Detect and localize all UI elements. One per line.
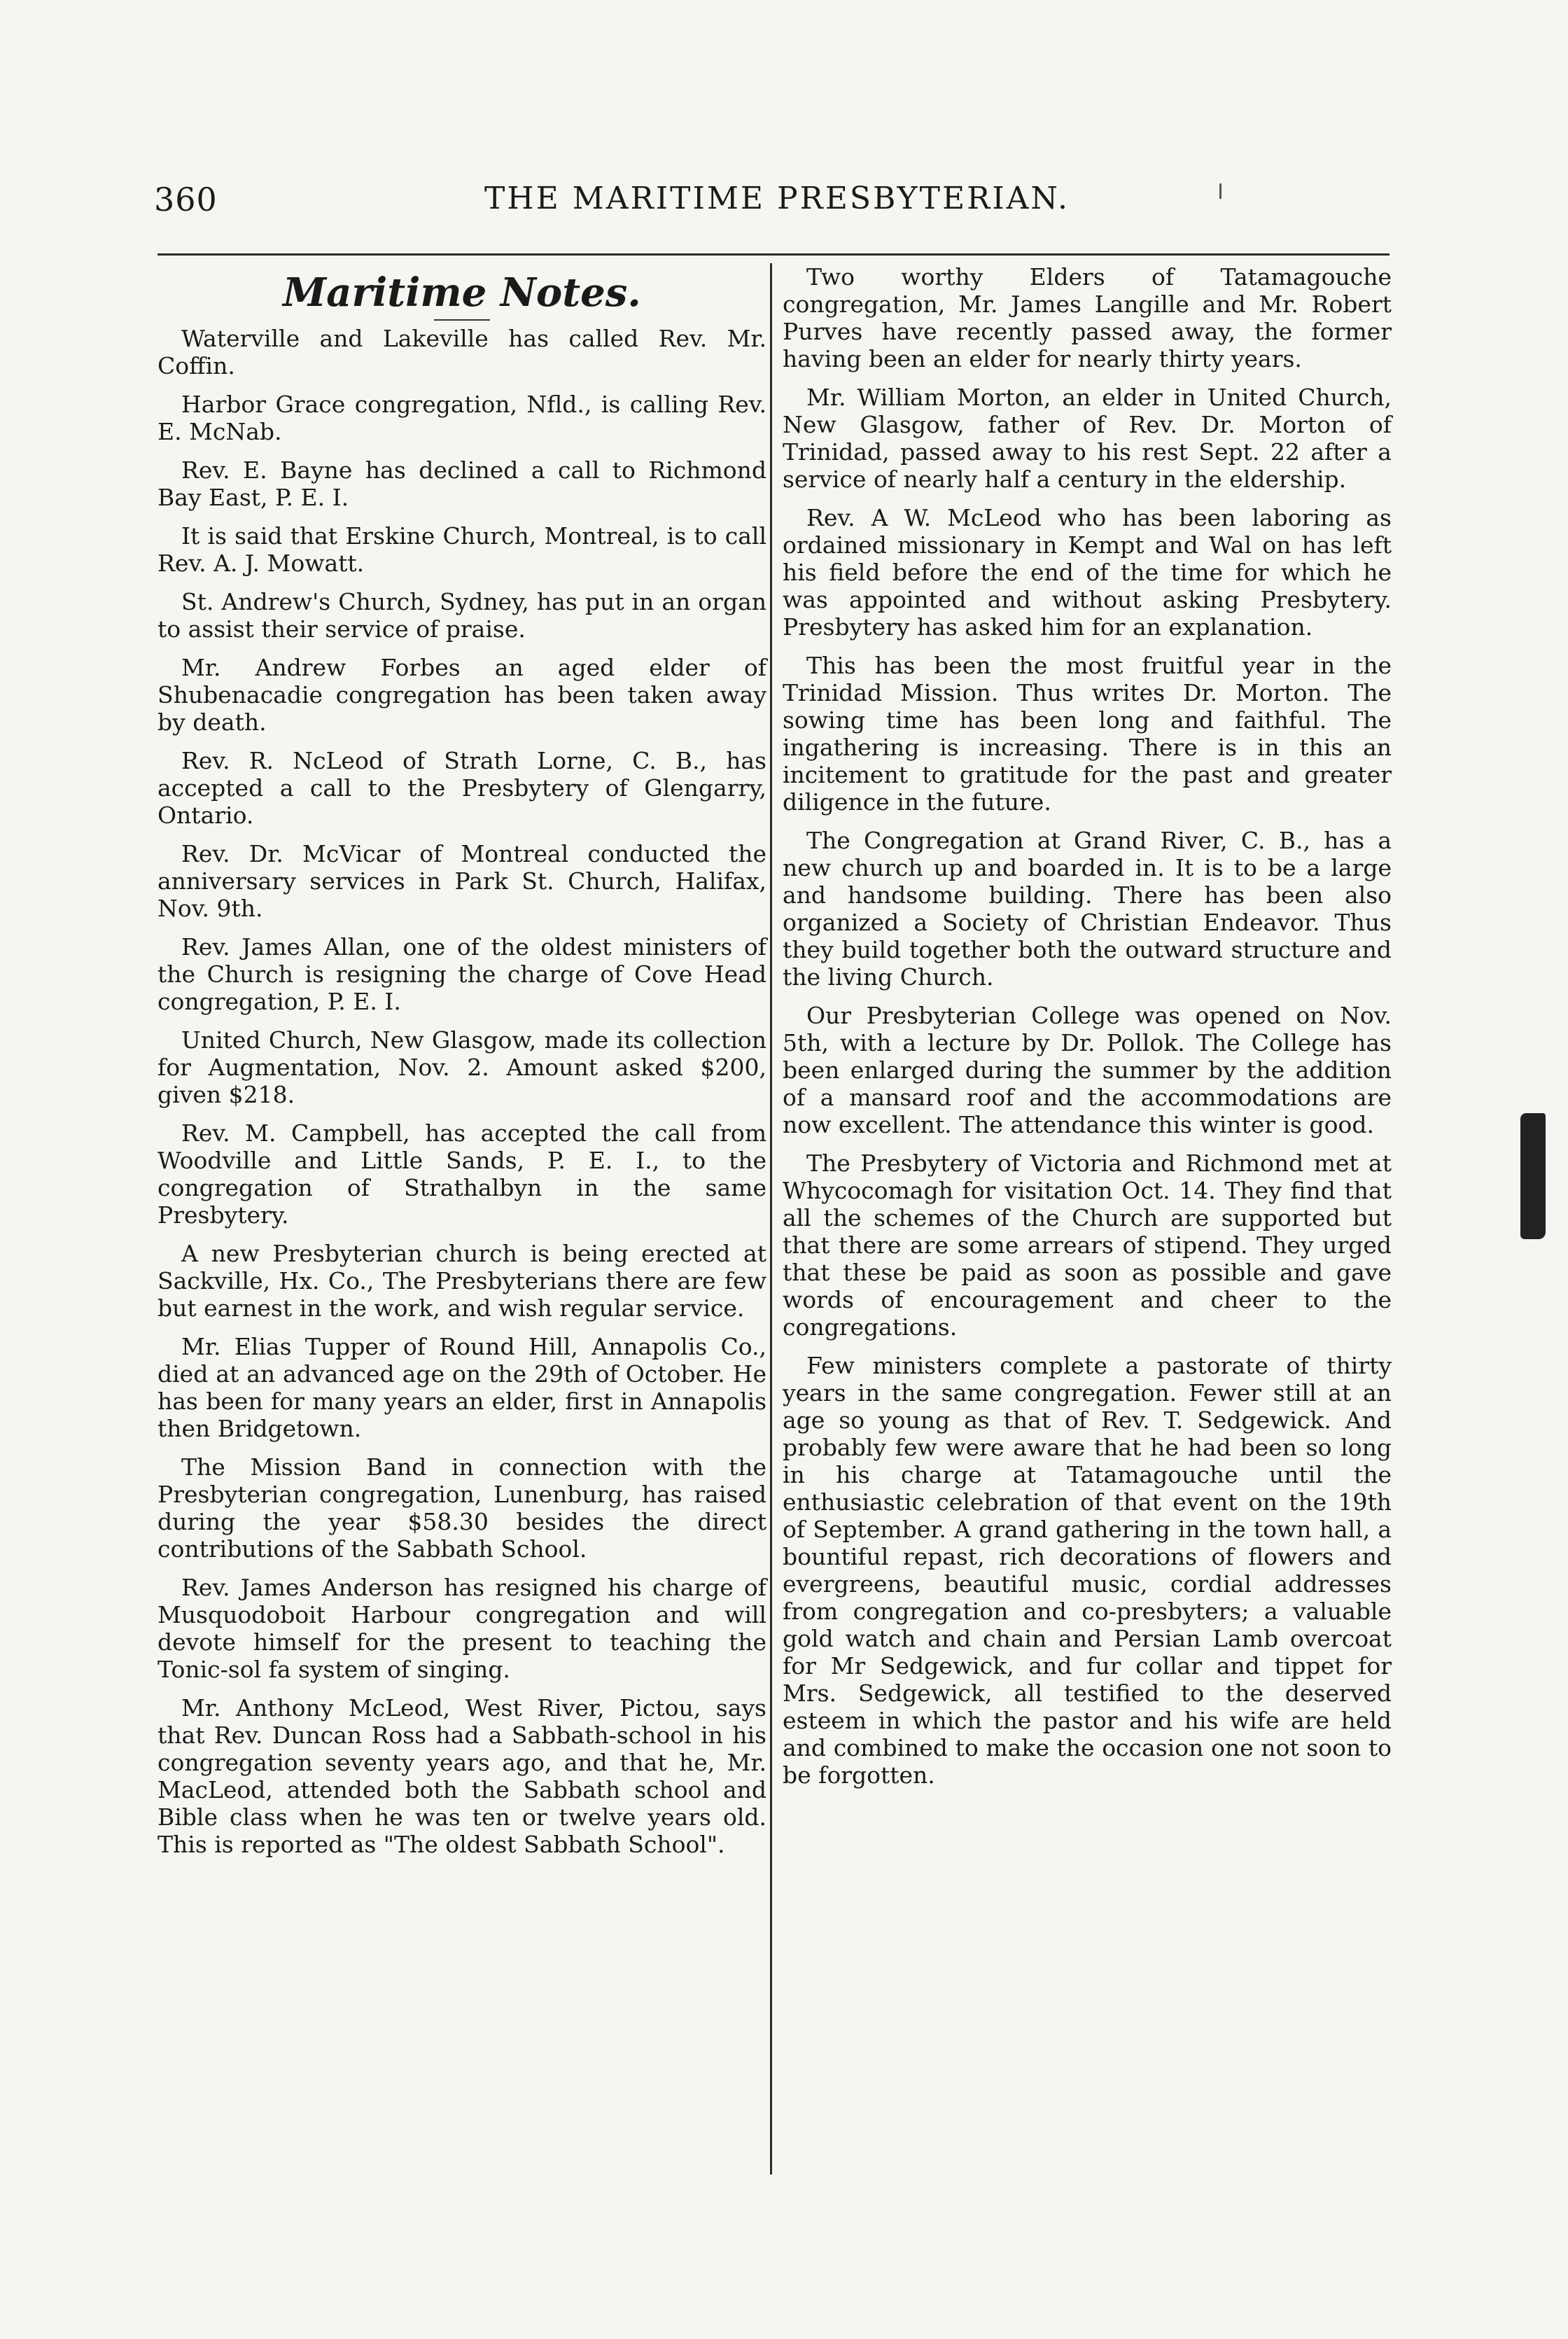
page-number: 360 [154, 181, 218, 218]
note-paragraph: It is said that Erskine Church, Montreal, is to call Rev. A. J. Mowatt. [158, 522, 766, 577]
note-paragraph: Our Presbyterian College was opened on Nov. 5th, with a lecture by Dr. Pollok. The College has been enlarged during the summer by the addition of a mansard roof and the accommodations are now excellent. The attendance this winter is good. [783, 1002, 1392, 1138]
note-paragraph: Two worthy Elders of Tatamagouche congregation, Mr. James Langille and Mr. Robert Purves have recently passed away, the former having been an elder for nearly thirty years. [783, 263, 1392, 372]
note-paragraph: Rev. E. Bayne has declined a call to Richmond Bay East, P. E. I. [158, 456, 766, 511]
running-title: THE MARITIME PRESBYTERIAN. [484, 181, 1070, 216]
left-column [158, 263, 766, 1869]
note-paragraph: Few ministers complete a pastorate of thirty years in the same congregation. Fewer still at an age so young as that of Rev. T. Sedgewick. And probably few were aware that he had been so long in his charge at Tatamagouche until the enthusiastic celebration of that event on the 19th of September. A grand gathering in the town hall, a bountiful repast, rich decorations of flowers and evergreens, beautiful music, cordial addresses from congregation and co-presbyters; a valuable gold watch and chain and Persian Lamb overcoat for Mr Sedgewick, and fur collar and tippet for Mrs. Sedgewick, all testified to the deserved esteem in which the pastor and his wife are held and combined to make the occasion one not soon to be forgotten. [783, 1352, 1392, 1789]
note-paragraph: Rev. James Allan, one of the oldest ministers of the Church is resigning the charge of Cove Head congregation, P. E. I. [158, 933, 766, 1015]
note-paragraph: Mr. Andrew Forbes an aged elder of Shubenacadie congregation has been taken away by death. [158, 654, 766, 736]
note-paragraph: Rev. R. NcLeod of Strath Lorne, C. B., has accepted a call to the Presbytery of Glengarry, Ontario. [158, 747, 766, 829]
note-paragraph: Waterville and Lakeville has called Rev. Mr. Coffin. [158, 325, 766, 379]
section-title: Maritime Notes. [283, 270, 641, 316]
print-mark [1219, 183, 1222, 199]
column-divider [770, 263, 772, 2174]
note-paragraph: St. Andrew's Church, Sydney, has put in an organ to assist their service of praise. [158, 588, 766, 643]
note-paragraph: This has been the most fruitful year in the Trinidad Mission. Thus writes Dr. Morton. The sowing time has been long and faithful. The ingathering is increasing. There is in this an incitement to gratitude for the past and greater diligence in the future. [783, 652, 1392, 816]
note-paragraph: United Church, New Glasgow, made its collection for Augmentation, Nov. 2. Amount asked $200, given $218. [158, 1026, 766, 1108]
note-paragraph: Mr. William Morton, an elder in United Church, New Glasgow, father of Rev. Dr. Morton of Trinidad, passed away to his rest Sept. 22 after a service of nearly half a century in the eldership. [783, 384, 1392, 493]
title-rule [434, 319, 490, 321]
note-paragraph: The Congregation at Grand River, C. B., has a new church up and boarded in. It is to be a large and handsome building. There has been also organized a Society of Christian Endeavor. Thus they build together both the outward structure and the living Church. [783, 827, 1392, 991]
header-rule [158, 253, 1390, 256]
note-paragraph: The Mission Band in connection with the Presbyterian congregation, Lunenburg, has raised during the year $58.30 besides the direct contributions of the Sabbath School. [158, 1453, 766, 1563]
note-paragraph: Harbor Grace congregation, Nfld., is calling Rev. E. McNab. [158, 391, 766, 445]
ink-blot [1520, 1113, 1546, 1239]
right-column [783, 263, 1392, 1800]
note-paragraph: Rev. James Anderson has resigned his charge of Musquodoboit Harbour congregation and will devote himself for the present to teaching the Tonic-sol fa system of singing. [158, 1574, 766, 1683]
page-header [154, 181, 1400, 237]
note-paragraph: The Presbytery of Victoria and Richmond met at Whycocomagh for visitation Oct. 14. They find that all the schemes of the Church are supported but that there are some arrears of stipend. They urged that these be paid as soon as possible and gave words of encouragement and cheer to the congregations. [783, 1150, 1392, 1341]
note-paragraph: Rev. Dr. McVicar of Montreal conducted the anniversary services in Park St. Church, Halifax, Nov. 9th. [158, 840, 766, 922]
note-paragraph: Rev. M. Campbell, has accepted the call from Woodville and Little Sands, P. E. I., to the congregation of Strathalbyn in the same Presbytery. [158, 1119, 766, 1229]
note-paragraph: Rev. A W. McLeod who has been laboring as ordained missionary in Kempt and Wal on has left his field before the end of the time for which he was appointed and without asking Presbytery. Presbytery has asked him for an explanation. [783, 504, 1392, 641]
note-paragraph: Mr. Elias Tupper of Round Hill, Annapolis Co., died at an advanced age on the 29th of October. He has been for many years an elder, first in Annapolis then Bridgetown. [158, 1333, 766, 1442]
note-paragraph: A new Presbyterian church is being erected at Sackville, Hx. Co., The Presbyterians there are few but earnest in the work, and wish regular service. [158, 1240, 766, 1322]
note-paragraph: Mr. Anthony McLeod, West River, Pictou, says that Rev. Duncan Ross had a Sabbath-school in his congregation seventy years ago, and that he, Mr. MacLeod, attended both the Sabbath school and Bible class when he was ten or twelve years old. This is reported as "The oldest Sabbath School". [158, 1694, 766, 1858]
